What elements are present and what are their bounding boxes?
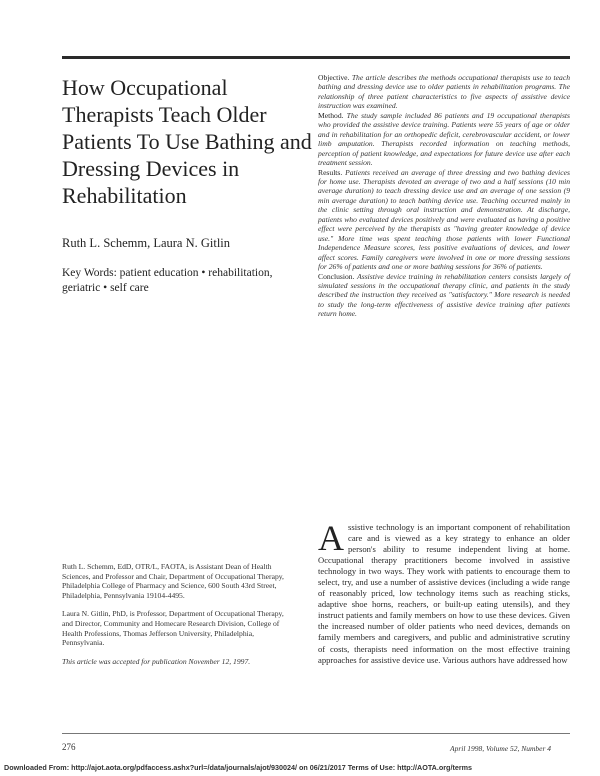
abstract-conclusion-head: Conclusion. xyxy=(318,271,355,281)
page-number: 276 xyxy=(62,742,76,752)
abstract-objective xyxy=(318,73,570,111)
author-affiliations xyxy=(62,562,284,675)
title-rule-left xyxy=(62,56,318,59)
footer-rule xyxy=(62,733,570,734)
abstract-conclusion xyxy=(318,272,570,319)
title-rule-right xyxy=(318,56,570,59)
affiliation-gitlin: Laura N. Gitlin, PhD, is Professor, Department of Occupational Therapy, and Director, Community and Homecare Research Division, College of Health Professions, Thomas Jefferson University, Philadelphia, Pennsylvania. xyxy=(62,609,284,648)
accepted-note: This article was accepted for publication November 12, 1997. xyxy=(62,656,251,666)
keywords xyxy=(62,266,312,296)
body-paragraph-text: ssistive technology is an important component of rehabilitation care and is viewed as a key strategy to enhance an older person's ability to resume independent living at home. Occupational therapy practitioners become involved in assistive technology in two ways. They work with patients to encourage them to select, try, and use a number of assistive devices (including a wide range of reasonably priced, low technology items such as reaching sticks, adaptive shoe horns, reachers, or built-up eating utensils), and they instruct patients and family members on how to use these devices. Given the increased number of older patients who need devices, demands on family members and caregivers, and public and administrative scrutiny of costs, therapists need information on the most effective training approaches for assistive device use. Various authors have addressed how xyxy=(318,522,570,665)
abstract-objective-text: The article describes the methods occupational therapists use to teach bathing and dressing device use to older patients in rehabilitation programs. The relationship of three patient characteristics to five aspects of assistive device instruction was examined. xyxy=(318,73,570,111)
abstract-conclusion-text: Assistive device training in rehabilitation centers consists largely of simulated sessions in the occupational therapy clinic, and patients in the study described the instruction they received as "satisfactory." More research is needed to study the long-term effectiveness of assistive device training after patients return home. xyxy=(318,271,570,319)
body-paragraph xyxy=(318,518,570,666)
abstract-objective-head: Objective. xyxy=(318,73,350,82)
download-notice: Downloaded From: http://ajot.aota.org/pdfaccess.ashx?url=/data/journals/ajot/930024/ on 06/21/2017 Terms of Use: http://AOTA.org/terms xyxy=(4,763,473,772)
abstract-method xyxy=(318,111,570,168)
body-text xyxy=(318,518,570,666)
keywords-label: Key Words: xyxy=(62,267,117,279)
affiliation-schemm: Ruth L. Schemm, EdD, OTR/L, FAOTA, is Assistant Dean of Health Sciences, and Professor and Chair, Department of Occupational Therapy, Philadelphia College of Pharmacy and Science, 600 South 43rd Street, Philadelphia, Pennsylvania 19104-4495. xyxy=(62,562,284,600)
abstract-results-text: Patients received an average of three dressing and two bathing devices for home use. Therapists devoted an average of two and a half sessions (10 min average duration) to teach dressing device use and an average of one session (9 min average duration) to teach bathing device use. Teaching occurred mainly in the clinic setting through oral instruction and demonstration. At discharge, patients who evaluated devices positively and were evaluated as having a positive effect were perceived by the therapists as "having greater knowledge of device use." More time was spent teaching those patients with lower Functional Independence Measure scores, less positive evaluations of devices, and lower affect scores. Family caregivers were involved in one or more dressing sessions for 26% of patients and one or more bathing sessions for 36% of patients. xyxy=(318,167,570,272)
article-title: How Occupational Therapists Teach Older Patients To Use Bathing and Dressing Devices in Rehabilitation xyxy=(62,75,312,208)
abstract xyxy=(318,73,570,319)
abstract-results xyxy=(318,168,570,272)
article-authors: Ruth L. Schemm, Laura N. Gitlin xyxy=(62,236,231,250)
keywords-list: patient education • rehabilitation, geriatric • self care xyxy=(62,267,273,294)
drop-cap: A xyxy=(318,518,344,558)
abstract-method-text: The study sample included 86 patients and 19 occupational therapists who provided the assistive device training. Patients were 55 years of age or older and in rehabilitation for an orthopedic deficit, cerebrovascular accident, or lower limb amputation. Therapists recorded information on teaching methods, perception of patient knowledge, and expectations for future device use after each treatment session. xyxy=(318,110,570,168)
abstract-results-head: Results. xyxy=(318,167,343,177)
abstract-method-head: Method. xyxy=(318,110,344,120)
journal-issue: April 1998, Volume 52, Number 4 xyxy=(450,744,552,753)
